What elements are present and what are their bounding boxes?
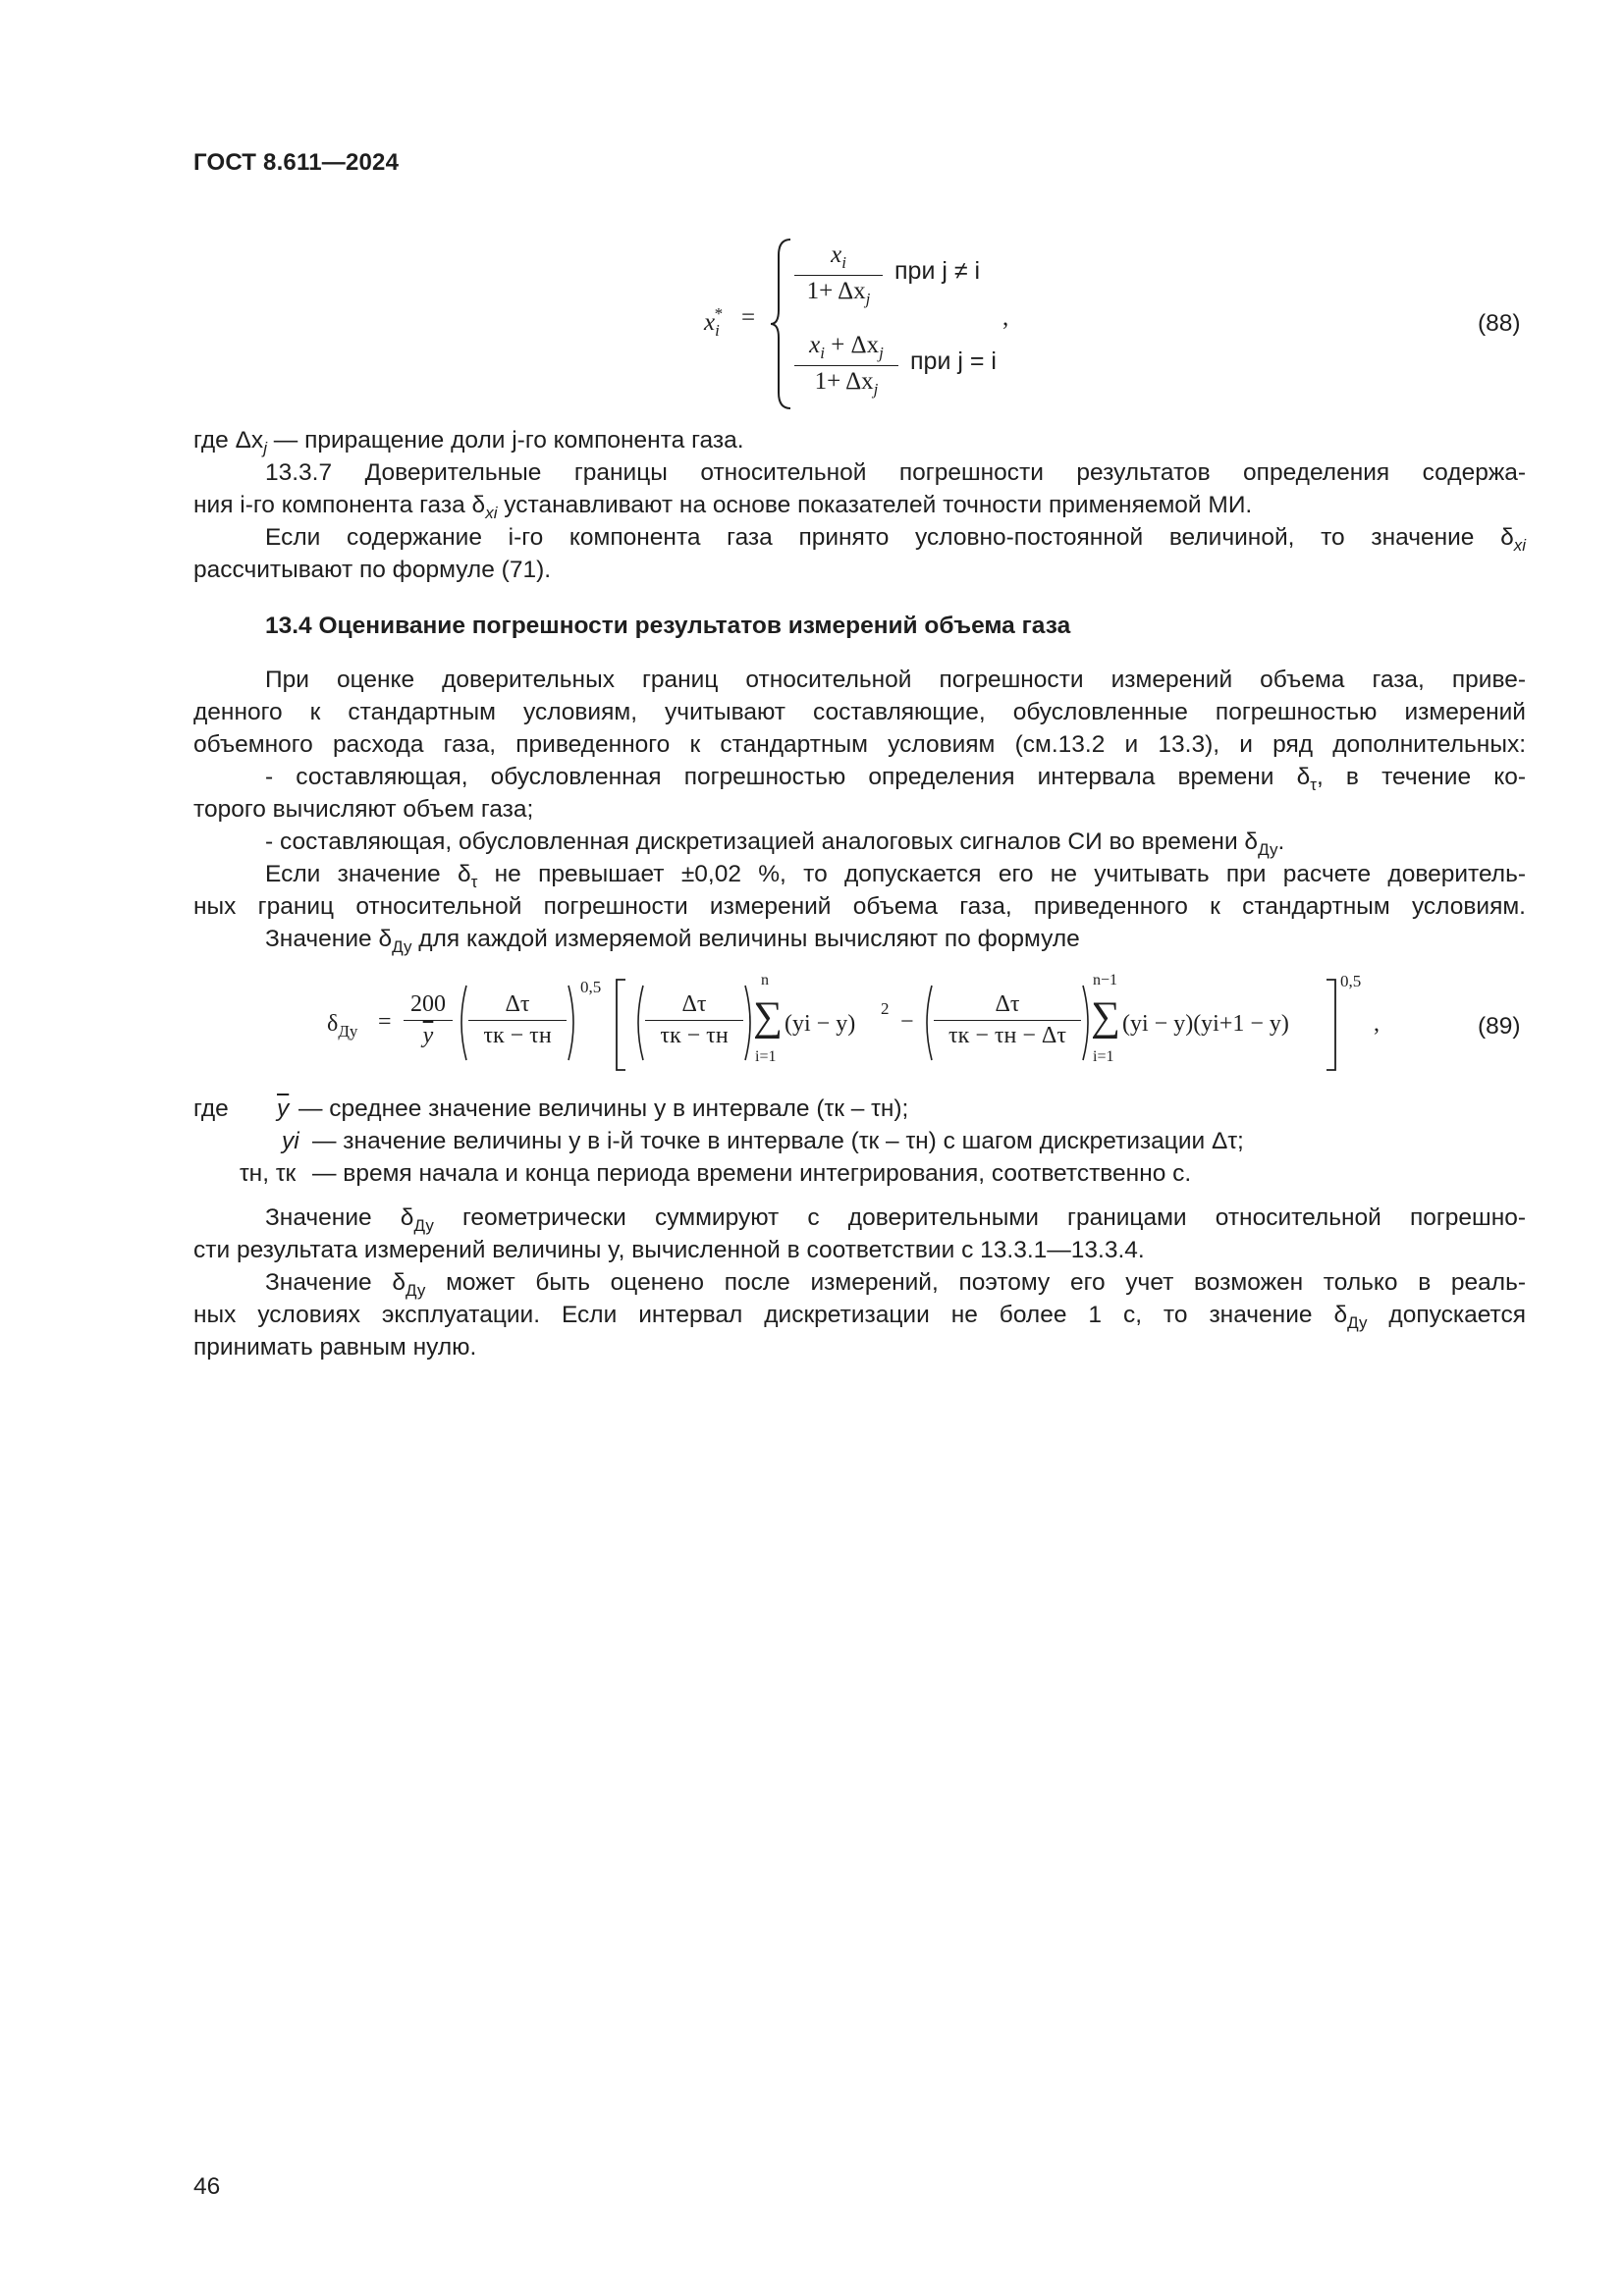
equation-number-88: (88): [1478, 310, 1521, 337]
eq88-case1-fraction: $x_i$ $1+ \Delta x_j$: [794, 241, 883, 309]
paragraph-constant-line2: рассчитывают по формуле (71).: [193, 557, 552, 583]
paragraph-constant-line1: Если содержание i-го компонента газа принято условно-постоянной величиной, то значение $\delta_{xi}$: [265, 524, 1526, 555]
eq89-frac-200: 200 $\overline{y}$: [404, 991, 453, 1049]
eq88-lhs: $x_i^*$: [704, 304, 723, 340]
page-number: 46: [193, 2173, 221, 2200]
def1-text: — среднее значение величины y в интервале (τк – τн);: [298, 1095, 909, 1122]
p7-line2: ных условиях эксплуатации. Если интервал дискретизации не более 1 с, то значение $\delta_{Ду}$ допускается: [193, 1302, 1526, 1332]
paragraph-13-3-7-line2: ния i-го компонента газа $\delta_{xi}$ устанавливают на основе показателей точности применяемой МИ.: [193, 492, 1253, 522]
eq89-frac-dtau-2: Δτ τк − τн: [645, 991, 743, 1049]
p7-line1: Значение $\delta_{Ду}$ может быть оценено после измерений, поэтому его учет возможен только в реаль-: [265, 1269, 1527, 1300]
where-88: где $\Delta x_j$ — приращение доли j-го компонента газа.: [193, 427, 744, 457]
def3-text: — время начала и конца периода времени интегрирования, соответственно с.: [312, 1160, 1192, 1187]
p3-line2: денного к стандартным условиям, учитывают составляющие, обусловленные погрешностью измерений: [193, 699, 1526, 725]
p5-line: Значение $\delta_{Ду}$ для каждой измеряемой величины вычисляют по формуле: [265, 926, 1080, 956]
p4-line1: Если значение $\delta_\tau$ не превышает ±0,02 %, то допускается его не учитывать при расчете доверитель-: [265, 861, 1526, 891]
def1-symbol: $\overline{y}$: [277, 1095, 290, 1122]
eq89-term1: (yi − y): [785, 1011, 856, 1037]
equation-number-89: (89): [1478, 1013, 1521, 1040]
p6-line2: сти результата измерений величины y, вычисленной в соответствии с 13.3.1—13.3.4.: [193, 1237, 1145, 1263]
eq89-term2: (yi − y)(yi+1 − y): [1122, 1011, 1289, 1037]
p3-bullet2: - составляющая, обусловленная дискретизацией аналоговых сигналов СИ во времени $\delta_{Ду}$.: [265, 828, 1285, 859]
equation-89: $\delta_{Ду}$ = 200 $\overline{y}$ Δτ τк − τн 0,5 Δτ τк − τн n ∑ i=1 (yi − y) 2 − Δτ τк − τн − Δτ n−1 ∑ i=1 (yi − y)(yi+1 − y) 0,5 ,: [327, 972, 1387, 1080]
defs-where: где: [193, 1095, 229, 1122]
def2-text: — значение величины y в i-й точке в интервале (τк – τн) с шагом дискретизации Δτ;: [312, 1128, 1244, 1154]
eq88-comma: ,: [1002, 304, 1009, 331]
paragraph-13-3-7-line1: 13.3.7 Доверительные границы относительной погрешности результатов определения содержа-: [265, 459, 1526, 486]
p3-line1: При оценке доверительных границ относительной погрешности измерений объема газа, приве-: [265, 667, 1526, 693]
p7-line3: принимать равным нулю.: [193, 1334, 477, 1361]
def3-symbol: τн, τк: [240, 1160, 297, 1187]
eq88-case2-condition: при j = i: [910, 347, 997, 375]
left-brace-icon: [769, 238, 794, 410]
section-title-13-4: 13.4 Оценивание погрешности результатов измерений объема газа: [265, 613, 1071, 639]
eq88-case1-condition: при j ≠ i: [894, 257, 981, 285]
eq88-case2-fraction: $x_i + \Delta x_j$ $1+ \Delta x_j$: [794, 332, 898, 400]
document-header: ГОСТ 8.611—2024: [193, 149, 400, 176]
p3-bullet1-line1: - составляющая, обусловленная погрешностью определения интервала времени $\delta_\tau$, в течение ко-: [265, 764, 1527, 794]
p3-bullet1-line2: торого вычисляют объем газа;: [193, 796, 534, 823]
def2-symbol: yi: [282, 1128, 299, 1154]
p3-line3: объемного расхода газа, приведенного к стандартным условиям (см.13.2 и 13.3), и ряд дополнительных:: [193, 731, 1526, 758]
eq89-frac-dtau-3: Δτ τк − τн − Δτ: [934, 991, 1081, 1049]
p6-line1: Значение $\delta_{Ду}$ геометрически суммируют с доверительными границами относительной погрешно-: [265, 1204, 1527, 1235]
eq89-frac-dtau-1: Δτ τк − τн: [468, 991, 567, 1049]
equation-88: $x_i^*$ = $x_i$ $1+ \Delta x_j$ при j ≠ i $x_i + \Delta x_j$ $1+ \Delta x_j$ при j = i ,: [704, 236, 1529, 412]
p4-line2: ных границ относительной погрешности измерений объема газа, приведенного к стандартным условиям.: [193, 893, 1526, 920]
